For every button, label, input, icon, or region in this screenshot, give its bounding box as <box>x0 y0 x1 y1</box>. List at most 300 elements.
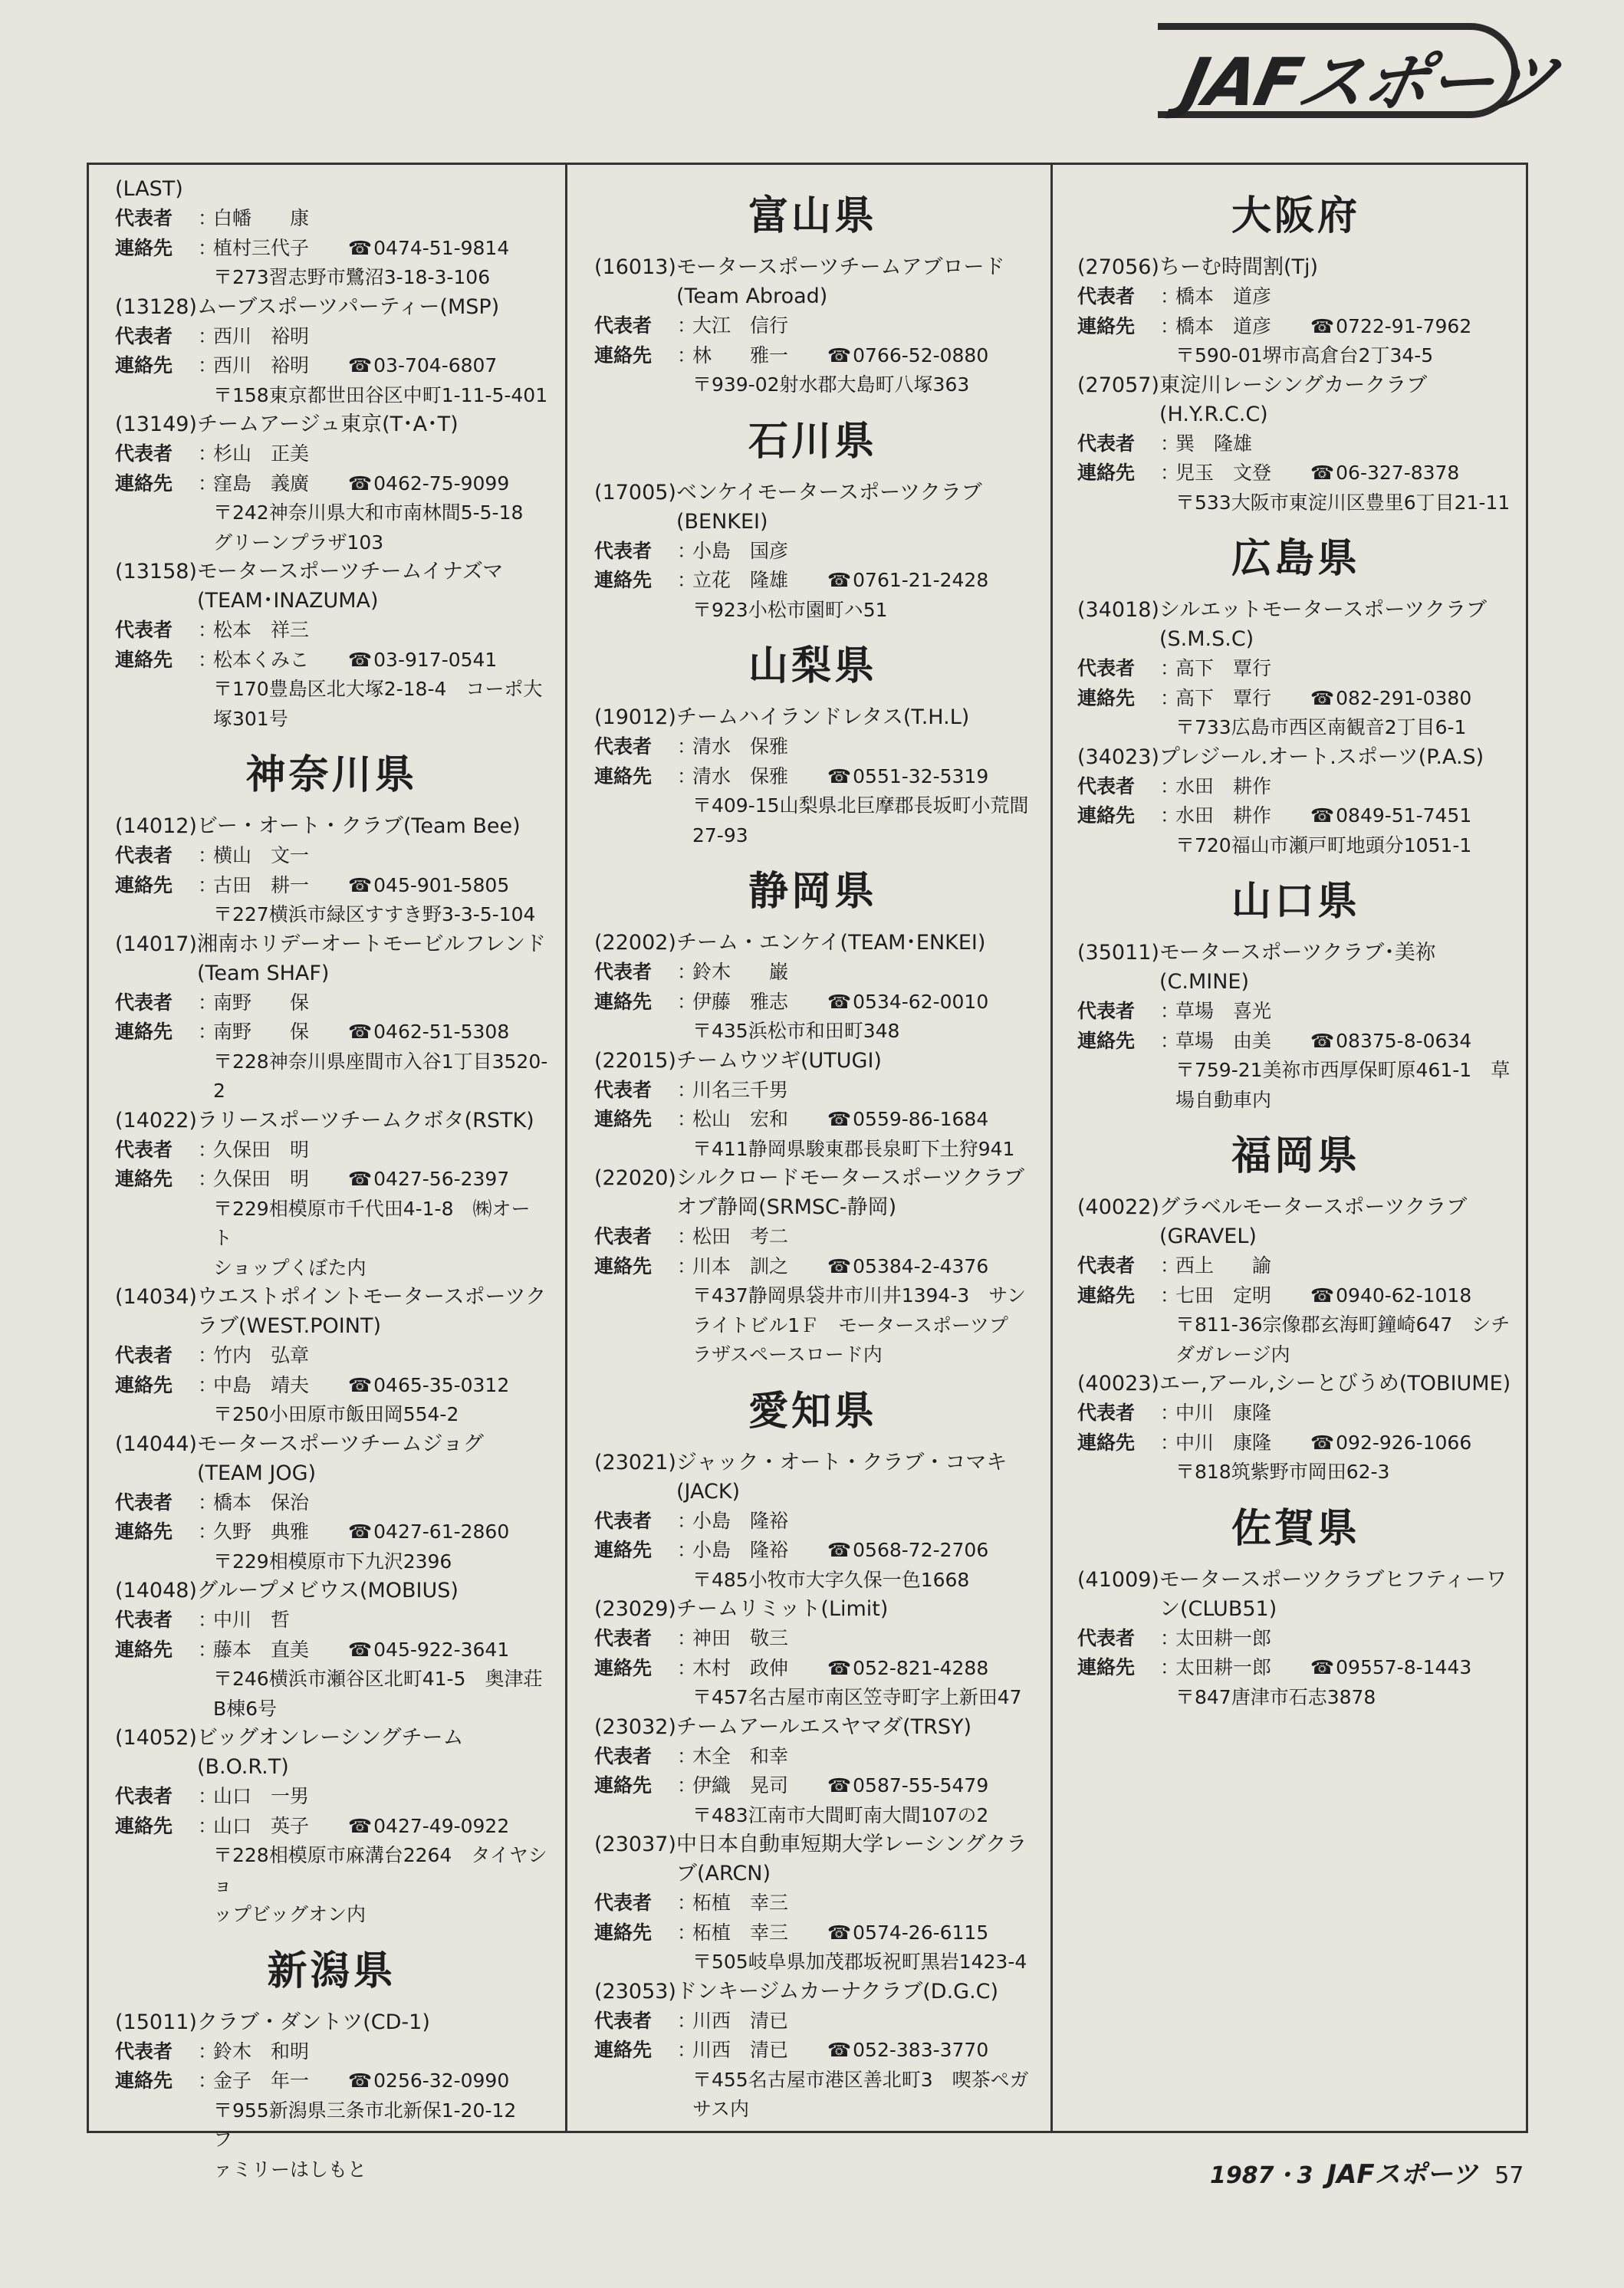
club-entry <box>115 410 548 557</box>
representative-label: 代表者 <box>594 735 653 758</box>
representative-row <box>115 616 548 646</box>
club-code: (14048) <box>115 1579 197 1603</box>
representative-row <box>594 2007 1031 2037</box>
colon: ： <box>198 354 218 376</box>
address-line: 〒923小松市園町ハ51 <box>692 598 888 621</box>
address-line: 〒229相模原市千代田4-1-8 ㈱オート <box>213 1197 531 1249</box>
address-line: 〒437静岡県袋井市川井1394-3 サン <box>692 1284 1027 1307</box>
address-line: ップビッグオン内 <box>213 1903 367 1925</box>
representative-label: 代表者 <box>594 1078 653 1101</box>
contact-name: 西川 裕明 <box>213 354 310 376</box>
colon: ： <box>198 1491 218 1514</box>
club-code: (16013) <box>594 255 676 279</box>
phone-number <box>348 646 497 676</box>
contact-name: 清水 保雅 <box>692 764 789 787</box>
phone-number <box>1310 1281 1471 1311</box>
phone-icon: ☎ <box>1310 1656 1335 1678</box>
representative-name: 橋本 道彦 <box>1175 285 1272 307</box>
contact-row <box>594 566 1031 596</box>
contact-row <box>115 1517 548 1547</box>
club-name: グラベルモータースポーツクラブ(GRAVEL) <box>1159 1195 1468 1248</box>
address-line: 〒170豊島区北大塚2-18-4 コーポ大 <box>213 678 543 700</box>
phone-value: 06-327-8378 <box>1336 462 1460 484</box>
contact-label: 連絡先 <box>594 1921 653 1944</box>
address-line: ァミリーはしもと <box>213 2158 367 2181</box>
page-number: 57 <box>1494 2162 1524 2189</box>
club-name: ムーブスポーツパーティー(MSP) <box>196 294 500 319</box>
prefecture-heading: 静岡県 <box>748 869 877 915</box>
contact-label: 連絡先 <box>1077 462 1136 484</box>
club-title <box>594 929 1031 958</box>
phone-icon: ☎ <box>348 1638 373 1661</box>
representative-row <box>115 1341 548 1371</box>
representative-row <box>594 1076 1031 1106</box>
contact-name: 南野 保 <box>213 1021 310 1043</box>
phone-number <box>348 1017 509 1047</box>
contact-row <box>1077 1027 1514 1057</box>
phone-value: 052-821-4288 <box>853 1656 989 1679</box>
phone-number <box>827 762 988 792</box>
address-line: 場自動車内 <box>1175 1088 1272 1111</box>
contact-name: 林 雅一 <box>692 344 789 367</box>
contact-row <box>115 351 548 381</box>
contact-label: 連絡先 <box>1077 314 1136 337</box>
phone-value: 08375-8-0634 <box>1336 1029 1472 1052</box>
colon: ： <box>677 1656 697 1679</box>
address-line: 〒720福山市瀬戸町地頭分1051-1 <box>1175 833 1472 856</box>
representative-name: 西上 諭 <box>1175 1254 1272 1277</box>
club-code: (22002) <box>594 931 676 955</box>
address-line: 〒228神奈川県座間市入谷1丁目3520-2 <box>213 1050 548 1102</box>
contact-row <box>115 1017 548 1047</box>
contact-label: 連絡先 <box>594 344 653 367</box>
contact-label: 連絡先 <box>1077 1284 1136 1307</box>
club-name: モータースポーツクラブ･美祢(C.MINE) <box>1159 941 1436 994</box>
contact-row <box>115 646 548 676</box>
phone-icon: ☎ <box>1310 686 1335 709</box>
phone-icon: ☎ <box>348 236 373 259</box>
club-code: (14017) <box>115 932 197 956</box>
contact-name: 草場 由美 <box>1175 1029 1272 1052</box>
club-entry <box>594 478 1031 626</box>
directory-column-3 <box>1077 175 1514 2115</box>
address-line: ショップくぼた内 <box>213 1256 367 1279</box>
colon: ： <box>198 236 218 259</box>
contact-label: 連絡先 <box>115 1520 173 1543</box>
colon: ： <box>1160 314 1180 337</box>
club-title <box>594 1595 1031 1624</box>
contact-name: 松山 宏和 <box>692 1108 789 1130</box>
contact-row <box>115 2066 548 2096</box>
phone-value: 0462-51-5308 <box>373 1021 510 1043</box>
contact-row <box>1077 312 1514 342</box>
club-name: モータースポーツチームイナズマ(TEAM･INAZUMA) <box>196 560 504 613</box>
column-divider <box>1050 163 1053 2133</box>
club-code: (23037) <box>594 1833 676 1856</box>
phone-number <box>1310 312 1471 342</box>
club-entry <box>1077 743 1514 861</box>
club-title <box>594 1164 1031 1222</box>
representative-label: 代表者 <box>594 2009 653 2032</box>
phone-number <box>827 566 988 596</box>
club-name: チームウツギ(UTUGI) <box>676 1048 882 1073</box>
phone-value: 03-704-6807 <box>373 354 498 376</box>
club-name: モータースポーツチームアブロード(Team Abroad) <box>676 255 1005 308</box>
contact-label: 連絡先 <box>1077 804 1136 827</box>
contact-name: 伊織 晃司 <box>692 1774 789 1797</box>
contact-name: 中島 靖夫 <box>213 1373 310 1396</box>
club-title <box>594 1448 1031 1507</box>
phone-value: 052-383-3770 <box>853 2039 989 2061</box>
colon: ： <box>198 207 218 229</box>
phone-value: 0474-51-9814 <box>373 236 510 259</box>
colon: ： <box>1160 1431 1180 1454</box>
phone-value: 0427-61-2860 <box>373 1520 510 1543</box>
phone-number <box>827 1536 988 1566</box>
club-name: 中日本自動車短期大学レーシングクラブ(ARCN) <box>676 1833 1027 1885</box>
club-name: ジャック・オート・クラブ・コマキ(JACK) <box>676 1450 1008 1504</box>
page-footer <box>1210 2153 1524 2191</box>
contact-row <box>115 871 548 901</box>
colon: ： <box>677 961 697 983</box>
contact-label: 連絡先 <box>115 1638 173 1661</box>
club-code: (14052) <box>115 1726 197 1750</box>
prefecture-heading: 広島県 <box>1231 536 1360 582</box>
club-title <box>115 1576 548 1606</box>
club-title <box>1077 596 1514 654</box>
representative-name: 小島 国彦 <box>692 539 789 562</box>
colon: ： <box>677 2009 697 2032</box>
phone-icon: ☎ <box>827 1921 852 1944</box>
address-line: 〒242神奈川県大和市南林間5-5-18 <box>213 501 524 524</box>
address-line: 〒847唐津市石志3878 <box>1175 1685 1376 1708</box>
phone-icon: ☎ <box>1310 1029 1335 1052</box>
address-line: 〒818筑紫野市岡田62-3 <box>1175 1461 1390 1483</box>
contact-label: 連絡先 <box>115 1021 173 1043</box>
phone-value: 045-901-5805 <box>373 873 510 896</box>
phone-icon: ☎ <box>827 569 852 591</box>
club-name: ちーむ時間割(Tj) <box>1159 255 1319 279</box>
phone-value: 045-922-3641 <box>373 1638 510 1661</box>
phone-value: 0574-26-6115 <box>853 1921 989 1944</box>
colon: ： <box>1160 462 1180 484</box>
colon: ： <box>198 648 218 671</box>
address-line: 〒250小田原市飯田岡554-2 <box>213 1403 459 1425</box>
address-line: 〒411静岡県駿東郡長泉町下土狩941 <box>692 1137 1015 1160</box>
contact-label: 連絡先 <box>1077 686 1136 709</box>
contact-row <box>115 469 548 499</box>
colon: ： <box>1160 1626 1180 1649</box>
contact-row <box>115 1635 548 1665</box>
representative-row <box>1077 1251 1514 1281</box>
club-entry <box>594 1047 1031 1165</box>
club-title <box>1077 939 1514 997</box>
contact-label: 連絡先 <box>115 472 173 495</box>
club-entry <box>1077 1369 1514 1488</box>
colon: ： <box>677 990 697 1013</box>
representative-label: 代表者 <box>594 1627 653 1649</box>
colon: ： <box>677 1627 697 1649</box>
club-name: チームアージュ東京(T･A･T) <box>196 413 459 436</box>
contact-name: 七田 定明 <box>1175 1284 1272 1307</box>
contact-label: 連絡先 <box>594 569 653 591</box>
representative-name: 南野 保 <box>213 991 310 1014</box>
club-name: ビッグオンレーシングチーム(B.O.R.T) <box>196 1726 464 1779</box>
address-line: ラザスペースロード内 <box>692 1343 883 1366</box>
club-title <box>115 293 548 322</box>
colon: ： <box>198 472 218 495</box>
phone-number <box>348 1812 509 1842</box>
contact-row <box>594 1771 1031 1801</box>
phone-number <box>348 1635 509 1665</box>
colon: ： <box>677 1921 697 1944</box>
contact-row <box>594 1252 1031 1282</box>
phone-icon: ☎ <box>348 1373 373 1396</box>
address-line: 〒227横浜市緑区すすき野3-3-5-104 <box>213 903 536 925</box>
address-line: 〒505岐阜県加茂郡坂祝町黒岩1423-4 <box>692 1951 1027 1973</box>
prefecture-heading: 愛知県 <box>748 1388 877 1435</box>
representative-name: 中川 哲 <box>213 1609 291 1631</box>
club-title <box>115 1724 548 1782</box>
contact-label: 連絡先 <box>594 764 653 787</box>
colon: ： <box>198 442 218 465</box>
club-title <box>594 253 1031 311</box>
contact-row <box>594 1654 1031 1684</box>
contact-name: 川本 訓之 <box>692 1254 789 1277</box>
representative-row <box>594 1889 1031 1918</box>
phone-number <box>827 341 988 371</box>
representative-label: 代表者 <box>115 1491 173 1514</box>
club-entry <box>115 1724 548 1930</box>
address-line: 〒590-01堺市高倉台2丁34-5 <box>1175 344 1434 367</box>
directory-column-2 <box>594 175 1031 2120</box>
club-title <box>1077 1369 1514 1399</box>
colon: ： <box>677 764 697 787</box>
prefecture-heading: 佐賀県 <box>1231 1505 1360 1552</box>
address-line: 〒483江南市大間町南大間107の2 <box>692 1803 989 1826</box>
club-name: ラリースポーツチームクボタ(RSTK) <box>196 1108 534 1132</box>
phone-number <box>827 988 988 1017</box>
contact-row <box>1077 801 1514 831</box>
phone-icon: ☎ <box>348 1168 373 1190</box>
club-code: (35011) <box>1077 941 1159 965</box>
representative-name: 橋本 保治 <box>213 1491 310 1514</box>
club-entry <box>1077 1566 1514 1713</box>
club-name: チームアールエスヤマダ(TRSY) <box>676 1714 972 1739</box>
contact-row <box>594 1536 1031 1566</box>
club-name: 東淀川レーシングカークラブ(H.Y.R.C.C) <box>1159 373 1428 426</box>
club-code: (14044) <box>115 1432 197 1456</box>
club-title <box>594 478 1031 537</box>
colon: ： <box>677 1892 697 1914</box>
colon: ： <box>198 2040 218 2063</box>
contact-name: 立花 隆雄 <box>692 569 789 591</box>
colon: ： <box>198 1168 218 1190</box>
representative-row <box>1077 429 1514 459</box>
club-code: (34023) <box>1077 745 1159 769</box>
club-entry <box>594 1595 1031 1713</box>
club-code: (40022) <box>1077 1195 1159 1219</box>
colon: ： <box>198 873 218 896</box>
phone-value: 092-926-1066 <box>1336 1431 1472 1454</box>
club-entry <box>115 175 548 293</box>
club-name: ビー・オート・クラブ(Team Bee) <box>196 814 521 838</box>
phone-number <box>348 1165 509 1195</box>
club-entry <box>115 930 548 1106</box>
representative-row <box>594 1507 1031 1537</box>
address-line: グリーンプラザ103 <box>213 531 384 554</box>
contact-label: 連絡先 <box>115 354 173 376</box>
prefecture-heading: 山口県 <box>1231 879 1360 925</box>
contact-row <box>594 1105 1031 1135</box>
representative-name: 太田耕一郎 <box>1175 1626 1272 1649</box>
club-code: (13128) <box>115 294 197 319</box>
contact-label: 連絡先 <box>594 2039 653 2061</box>
colon: ： <box>198 324 218 347</box>
club-title <box>1077 371 1514 429</box>
club-name: ベンケイモータースポーツクラブ(BENKEI) <box>676 480 982 534</box>
contact-row <box>594 341 1031 371</box>
contact-name: 水田 耕作 <box>1175 804 1272 827</box>
representative-name: 西川 裕明 <box>213 324 310 347</box>
phone-number <box>348 234 509 264</box>
club-entry <box>594 253 1031 400</box>
representative-name: 水田 耕作 <box>1175 774 1272 797</box>
contact-label: 連絡先 <box>115 873 173 896</box>
club-code: (13158) <box>115 560 197 584</box>
colon: ： <box>1160 1000 1180 1022</box>
club-code: (14034) <box>115 1285 197 1309</box>
club-title <box>1077 1193 1514 1251</box>
representative-name: 松本 祥三 <box>213 619 310 641</box>
phone-icon: ☎ <box>827 1656 852 1679</box>
colon: ： <box>1160 1284 1180 1307</box>
club-entry <box>594 929 1031 1047</box>
phone-value: 09557-8-1443 <box>1336 1656 1472 1678</box>
representative-name: 竹内 弘章 <box>213 1344 310 1366</box>
colon: ： <box>677 344 697 367</box>
representative-name: 山口 一男 <box>213 1785 310 1807</box>
club-entry <box>115 2008 548 2185</box>
club-code: (13149) <box>115 413 197 436</box>
representative-name: 巽 隆雄 <box>1175 432 1253 455</box>
phone-number <box>348 871 509 901</box>
contact-label: 連絡先 <box>1077 1656 1136 1678</box>
club-entry <box>1077 596 1514 743</box>
representative-label: 代表者 <box>115 207 173 229</box>
representative-row <box>115 841 548 871</box>
representative-row <box>594 537 1031 567</box>
representative-row <box>115 322 548 352</box>
representative-name: 草場 喜光 <box>1175 1000 1272 1022</box>
club-title <box>1077 253 1514 282</box>
colon: ： <box>1160 285 1180 307</box>
contact-label: 連絡先 <box>594 1539 653 1561</box>
representative-name: 鈴木 巌 <box>692 961 789 983</box>
colon: ： <box>198 1814 218 1837</box>
club-code: (27057) <box>1077 373 1159 397</box>
club-code: (17005) <box>594 480 676 505</box>
contact-label: 連絡先 <box>594 1656 653 1679</box>
representative-label: 代表者 <box>1077 1402 1136 1424</box>
colon: ： <box>1160 686 1180 709</box>
colon: ： <box>677 1078 697 1101</box>
contact-name: 久保田 明 <box>213 1168 310 1190</box>
address-line: 〒158東京都世田谷区中町1-11-5-401 <box>213 383 548 406</box>
contact-row <box>115 1165 548 1195</box>
contact-name: 太田耕一郎 <box>1175 1656 1272 1678</box>
contact-name: 藤本 直美 <box>213 1638 310 1661</box>
representative-name: 大江 信行 <box>692 314 789 337</box>
phone-value: 0722-91-7962 <box>1336 314 1472 337</box>
prefecture-heading: 新潟県 <box>267 1948 396 1994</box>
club-name: チーム・エンケイ(TEAM･ENKEI) <box>676 931 986 955</box>
club-title <box>115 2008 548 2037</box>
phone-icon: ☎ <box>827 1254 852 1277</box>
prefecture-heading: 富山県 <box>748 193 877 239</box>
representative-row <box>594 1624 1031 1654</box>
representative-row <box>594 311 1031 341</box>
colon: ： <box>198 619 218 641</box>
contact-label: 連絡先 <box>115 1373 173 1396</box>
representative-name: 川名三千男 <box>692 1078 789 1101</box>
contact-row <box>1077 1281 1514 1311</box>
colon: ： <box>1160 657 1180 679</box>
phone-icon: ☎ <box>348 2069 373 2092</box>
colon: ： <box>1160 1254 1180 1277</box>
representative-row <box>1077 997 1514 1027</box>
club-entry <box>594 1164 1031 1370</box>
club-code: (22015) <box>594 1048 676 1073</box>
representative-label: 代表者 <box>115 1785 173 1807</box>
club-code: (41009) <box>1077 1567 1159 1592</box>
colon: ： <box>677 314 697 337</box>
phone-number <box>827 1771 988 1801</box>
phone-value: 0465-35-0312 <box>373 1373 510 1396</box>
contact-label: 連絡先 <box>115 2069 173 2092</box>
representative-label: 代表者 <box>1077 774 1136 797</box>
club-name: シルクロードモータースポーツクラブオブ静岡(SRMSC-静岡) <box>676 1166 1024 1219</box>
address-line: ダガレージ内 <box>1175 1343 1290 1366</box>
address-line: 〒533大阪市東淀川区豊里6丁目21-11 <box>1175 491 1511 514</box>
footer-brand: JAFスポーツ <box>1326 2159 1478 2190</box>
contact-name: 木村 政伸 <box>692 1656 789 1679</box>
contact-name: 小島 隆裕 <box>692 1539 789 1561</box>
representative-label: 代表者 <box>594 539 653 562</box>
representative-row <box>115 1606 548 1635</box>
colon: ： <box>198 844 218 866</box>
phone-icon: ☎ <box>348 648 373 671</box>
club-entry <box>594 1713 1031 1831</box>
address-line: 〒435浜松市和田町348 <box>692 1020 900 1042</box>
phone-number <box>1310 801 1471 831</box>
prefecture-heading: 福岡県 <box>1231 1133 1360 1179</box>
club-name: ウエストポイントモータースポーツクラブ(WEST.POINT) <box>196 1285 547 1338</box>
club-title <box>115 1430 548 1488</box>
contact-label: 連絡先 <box>1077 1431 1136 1454</box>
colon: ： <box>198 1138 218 1161</box>
phone-icon: ☎ <box>1310 462 1335 484</box>
club-title <box>115 930 548 988</box>
representative-label: 代表者 <box>594 1225 653 1248</box>
club-name: グループメビウス(MOBIUS) <box>196 1579 459 1603</box>
address-line: 〒457名古屋市南区笠寺町字上新田47 <box>692 1686 1022 1708</box>
contact-row <box>115 234 548 264</box>
representative-row <box>115 2037 548 2067</box>
phone-icon: ☎ <box>827 764 852 787</box>
colon: ： <box>677 1509 697 1532</box>
club-code: (15011) <box>115 2010 197 2034</box>
